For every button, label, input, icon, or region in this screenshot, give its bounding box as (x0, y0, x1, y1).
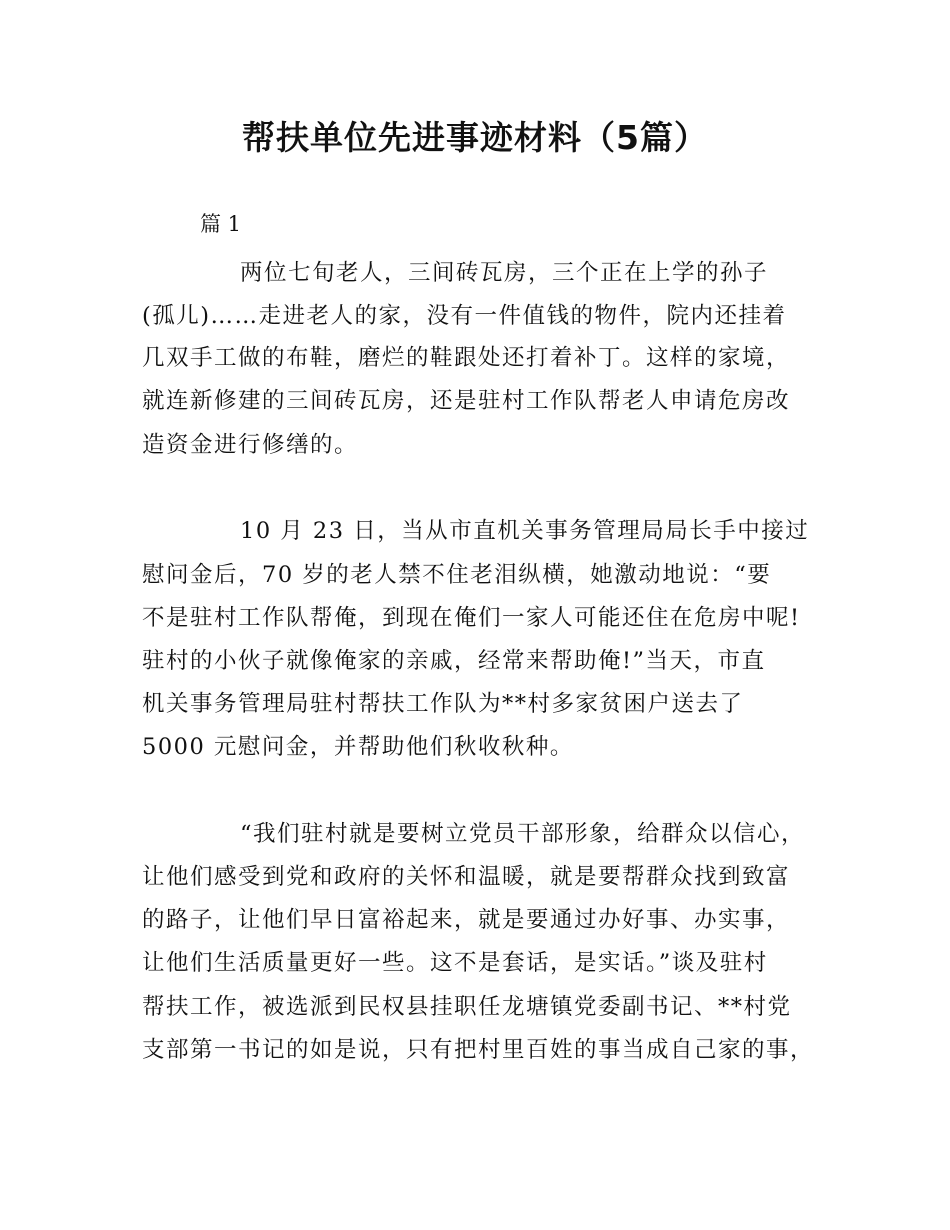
paragraph-3-line-4: 让他们生活质量更好一些。这不是套话，是实话。”谈及驻村 (142, 950, 768, 976)
paragraph-3-line-6: 支部第一书记的如是说，只有把村里百姓的事当成自己家的事， (142, 1037, 815, 1063)
paragraph-2-line-6: 5000 元慰问金，并帮助他们秋收秋种。 (142, 734, 574, 760)
paragraph-1-line-3: 几双手工做的布鞋，磨烂的鞋跟处还打着补丁。这样的家境， (142, 345, 791, 371)
paragraph-2-line-1: 10 月 23 日，当从市直机关事务管理局局长手中接过 (240, 518, 810, 544)
paragraph-1-line-1: 两位七旬老人，三间砖瓦房，三个正在上学的孙子 (240, 260, 769, 286)
section-label: 篇 1 (200, 212, 242, 236)
paragraph-2-line-4: 驻村的小伙子就像俺家的亲戚，经常来帮助俺!”当天，市直 (142, 648, 766, 674)
document-title: 帮扶单位先进事迹材料（5篇） (242, 118, 708, 157)
paragraph-3-line-1: “我们驻村就是要树立党员干部形象，给群众以信心， (240, 821, 806, 847)
paragraph-1-line-2: (孤儿)……走进老人的家，没有一件值钱的物件，院内还挂着 (142, 303, 787, 329)
paragraph-1-line-4: 就连新修建的三间砖瓦房，还是驻村工作队帮老人申请危房改 (142, 388, 791, 414)
paragraph-1-line-5: 造资金进行修缮的。 (142, 432, 359, 458)
paragraph-2-line-3: 不是驻村工作队帮俺，到现在俺们一家人可能还住在危房中呢! (142, 605, 801, 631)
paragraph-3-line-5: 帮扶工作，被选派到民权县挂职任龙塘镇党委副书记、**村党 (142, 994, 792, 1020)
paragraph-2-line-2: 慰问金后，70 岁的老人禁不住老泪纵横，她激动地说：“要 (142, 562, 772, 588)
paragraph-3-line-2: 让他们感受到党和政府的关怀和温暖，就是要帮群众找到致富 (142, 864, 791, 890)
paragraph-2-line-5: 机关事务管理局驻村帮扶工作队为**村多家贫困户送去了 (142, 691, 744, 717)
paragraph-3-line-3: 的路子，让他们早日富裕起来，就是要通过办好事、办实事， (142, 907, 791, 933)
